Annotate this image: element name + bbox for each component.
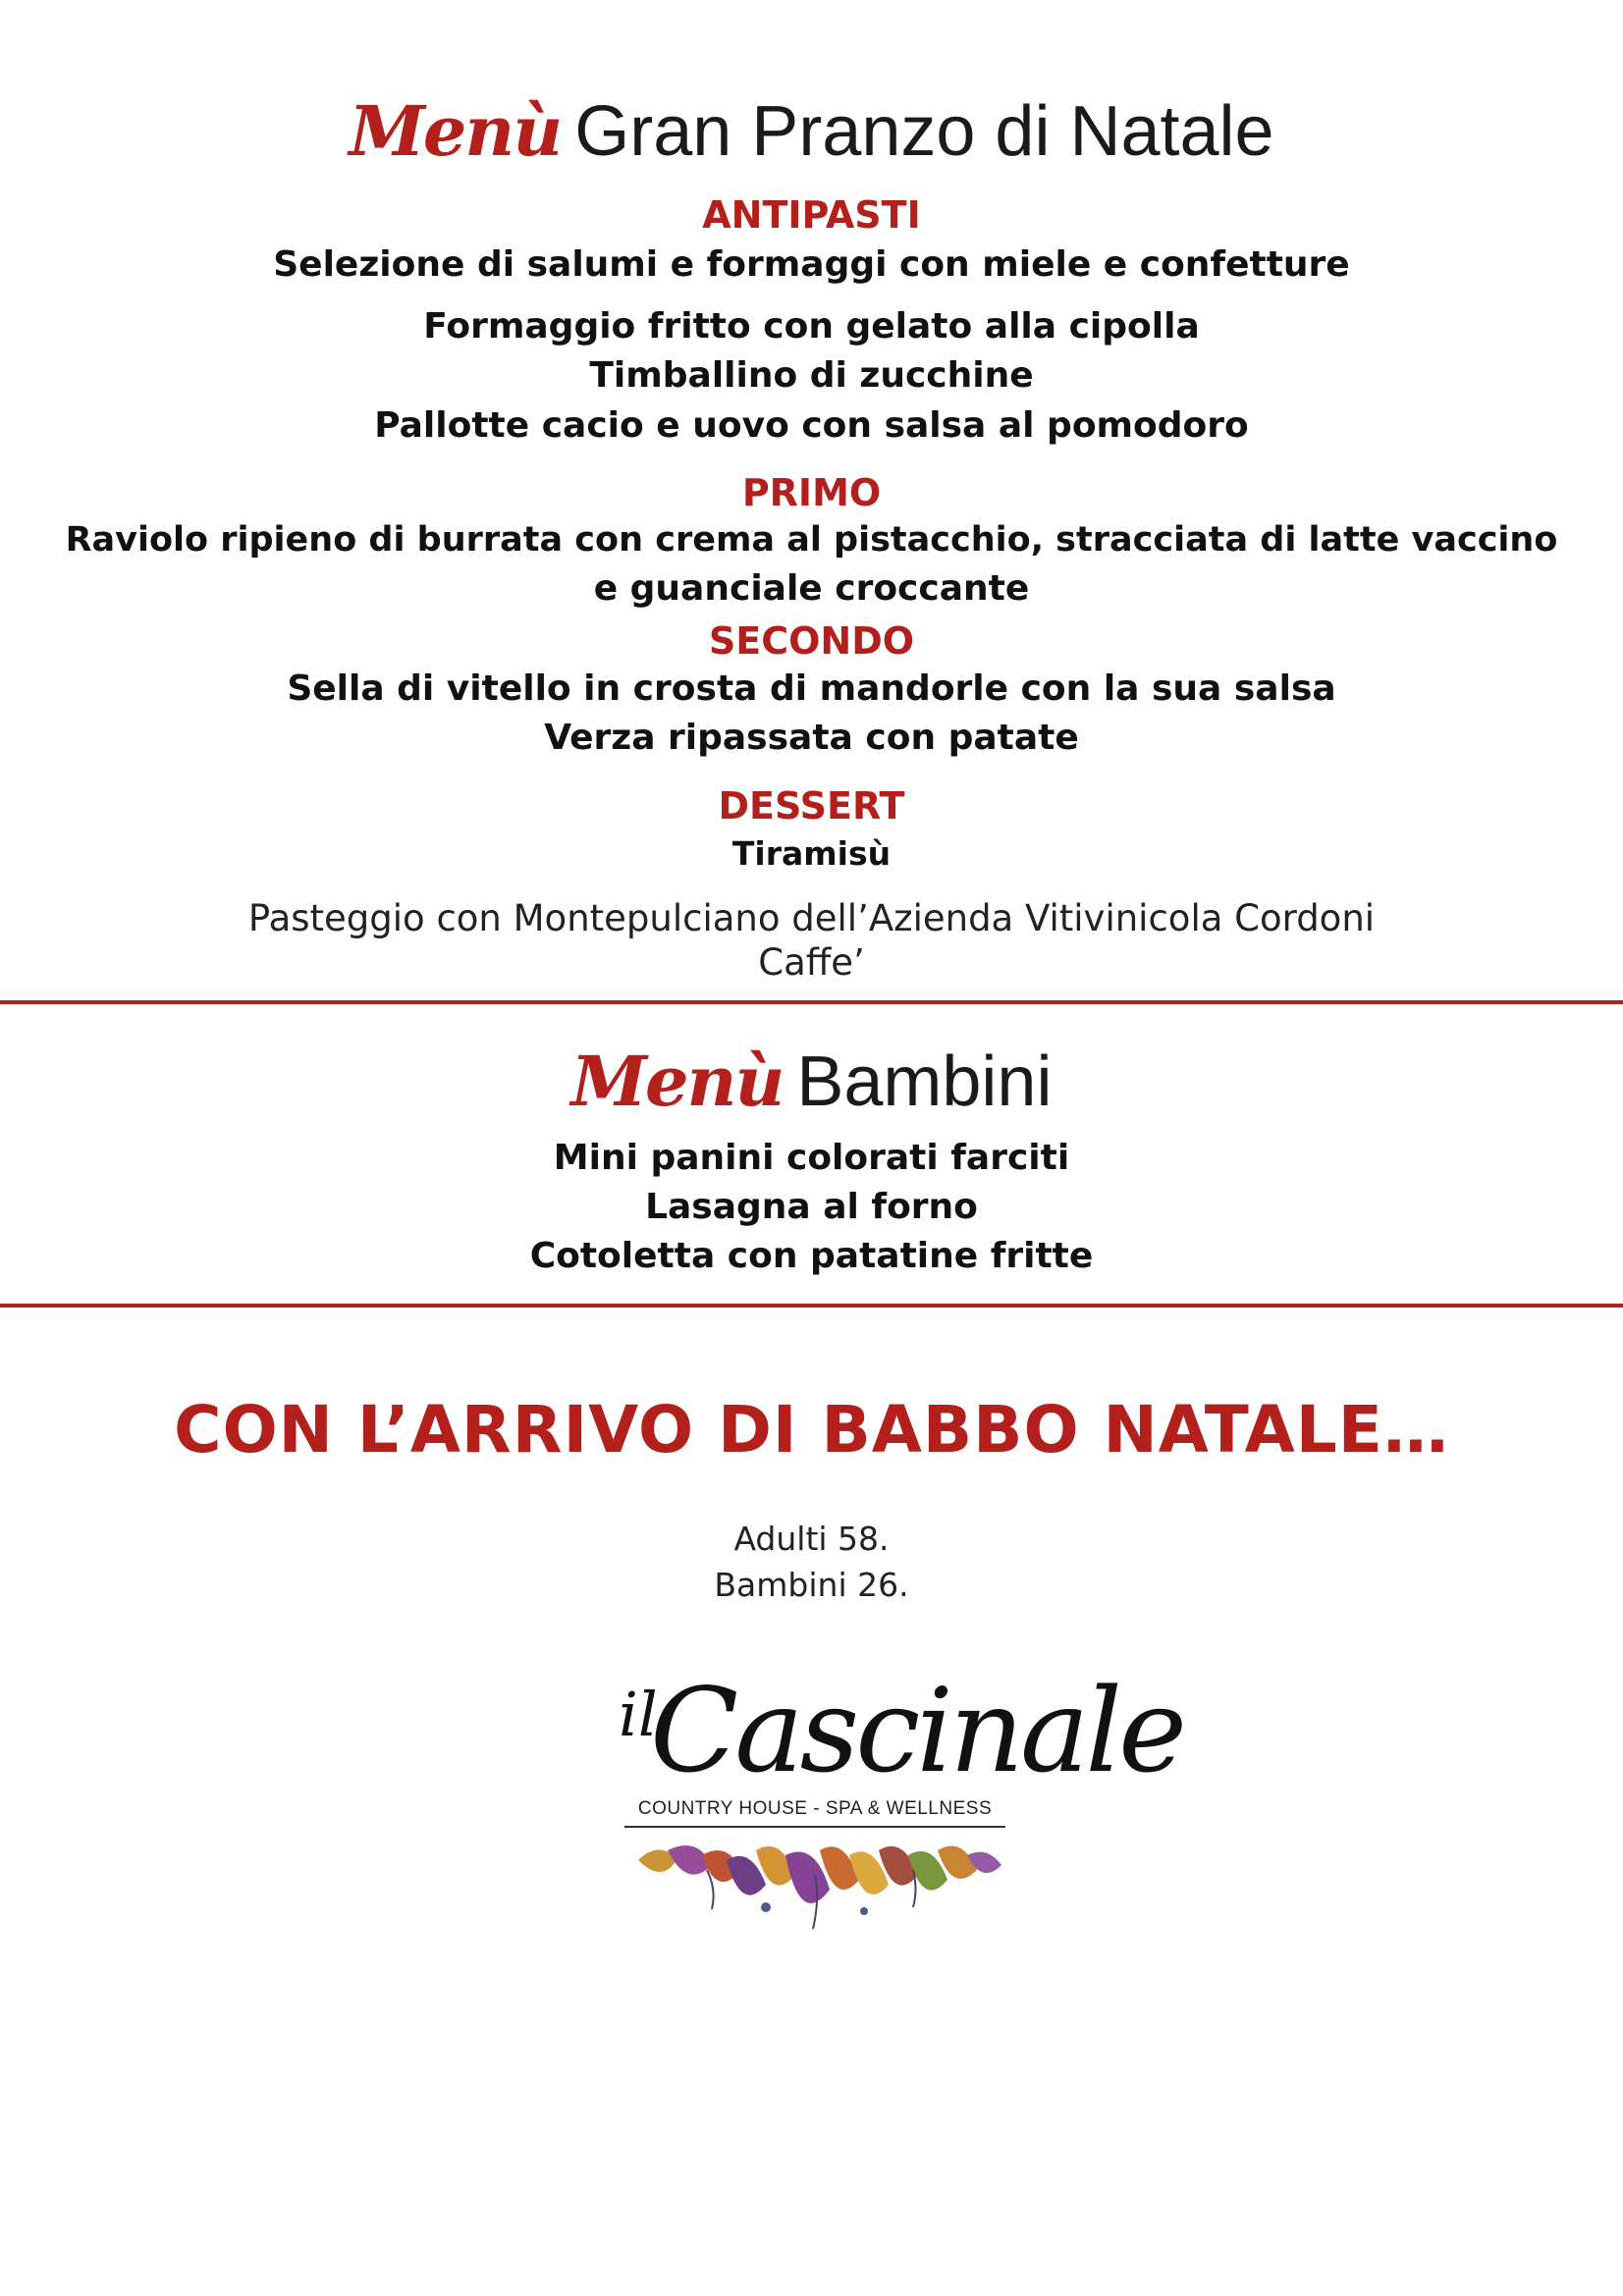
secondo-item: Sella di vitello in crosta di mandorle con la sua salsa [287, 668, 1336, 709]
primo-item: Raviolo ripieno di burrata con crema al pistacchio, stracciata di latte vaccino [65, 520, 1558, 560]
secondo-heading: SECONDO [708, 619, 915, 663]
il-cascinale-logo [609, 1649, 1183, 1944]
antipasti-item: Formaggio fritto con gelato alla cipolla [423, 306, 1200, 347]
section-divider [0, 1304, 1623, 1308]
dessert-item: Tiramisù [731, 834, 892, 873]
main-menu-title-text: Gran Pranzo di Natale [574, 92, 1274, 171]
logo-prefix: il [619, 1679, 658, 1750]
dessert-heading: DESSERT [718, 784, 905, 828]
drinks-line: Pasteggio con Montepulciano dell’Azienda Vitivinicola Cordoni [247, 897, 1376, 939]
menu-script-word: Menù [349, 90, 562, 172]
secondo-item: Verza ripassata con patate [544, 718, 1079, 758]
kids-menu-item: Lasagna al forno [645, 1187, 978, 1227]
logo-name: Cascinale [650, 1663, 1183, 1798]
kids-menu-title [0, 1041, 1623, 1122]
logo-tagline: COUNTRY HOUSE - SPA & WELLNESS [624, 1798, 1005, 1828]
primo-item: e guanciale croccante [593, 568, 1030, 609]
antipasti-item: Selezione di salumi e formaggi con miele e confetture [273, 244, 1350, 285]
kids-menu-item: Cotoletta con patatine fritte [529, 1236, 1094, 1276]
price-children: Bambini 26. [714, 1566, 909, 1604]
section-divider [0, 1000, 1623, 1004]
primo-heading: PRIMO [741, 471, 882, 514]
kids-menu-item: Mini panini colorati farciti [553, 1138, 1070, 1178]
main-menu-title [0, 90, 1623, 172]
kids-menu-title-text: Bambini [796, 1042, 1053, 1121]
menu-script-word: Menù [570, 1041, 784, 1122]
drinks-line: Caffe’ [758, 941, 865, 984]
price-adults: Adulti 58. [733, 1520, 890, 1558]
antipasti-item: Pallotte cacio e uovo con salsa al pomodoro [374, 405, 1249, 446]
antipasti-item: Timballino di zucchine [589, 355, 1034, 396]
babbo-natale-banner: CON L’ARRIVO DI BABBO NATALE… [174, 1392, 1449, 1468]
autumn-leaves-icon [619, 1831, 1011, 1939]
antipasti-heading: ANTIPASTI [702, 193, 921, 237]
